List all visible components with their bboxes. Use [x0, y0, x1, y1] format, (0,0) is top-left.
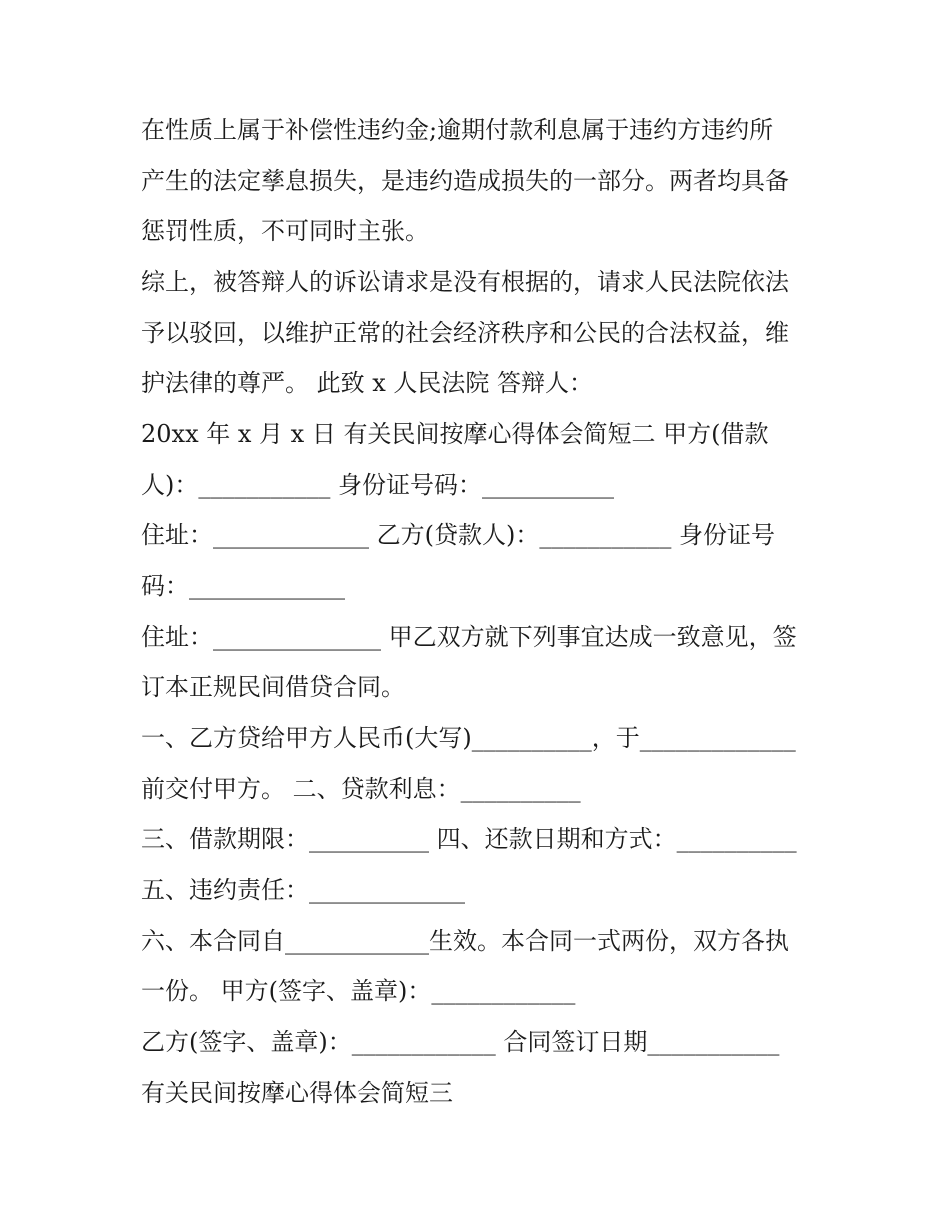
text-line-20: 有关民间按摩心得体会简短三 — [141, 1079, 453, 1107]
text-line-13: 一、乙方贷给甲方人民币(大写)__________，于_____________ — [141, 724, 796, 752]
text-line-6: 护法律的尊严。 此致 x 人民法院 答辩人： — [141, 369, 594, 397]
text-line-5: 予以驳回，以维护正常的社会经济秩序和公民的合法权益，维 — [141, 319, 789, 347]
text-line-12: 订本正规民间借贷合同。 — [141, 673, 405, 701]
text-line-8: 人)：___________ 身份证号码：___________ — [141, 471, 614, 499]
text-line-15: 三、借款期限：__________ 四、还款日期和方式：__________ — [141, 825, 797, 853]
text-line-17: 六、本合同自____________生效。本合同一式两份，双方各执 — [141, 927, 789, 955]
text-line-16: 五、违约责任：_____________ — [141, 876, 465, 904]
text-line-19: 乙方(签字、盖章)：____________ 合同签订日期___________ — [141, 1028, 780, 1056]
text-line-7: 20xx 年 x 月 x 日 有关民间按摩心得体会简短二 甲方(借款 — [141, 420, 769, 448]
text-line-2: 产生的法定孳息损失，是违约造成损失的一部分。两者均具备 — [141, 167, 789, 195]
text-line-10: 码：_____________ — [141, 572, 345, 600]
text-line-9: 住址：_____________ 乙方(贷款人)：___________ 身份证号 — [141, 521, 775, 549]
text-line-3: 惩罚性质，不可同时主张。 — [141, 217, 429, 245]
text-line-18: 一份。 甲方(签字、盖章)：____________ — [141, 977, 576, 1005]
text-line-1: 在性质上属于补偿性违约金;逾期付款利息属于违约方违约所 — [141, 116, 774, 144]
text-line-11: 住址：______________ 甲乙双方就下列事宜达成一致意见，签 — [141, 623, 797, 651]
text-line-14: 前交付甲方。 二、贷款利息：__________ — [141, 775, 581, 803]
text-line-4: 综上，被答辩人的诉讼请求是没有根据的，请求人民法院依法 — [141, 268, 789, 296]
